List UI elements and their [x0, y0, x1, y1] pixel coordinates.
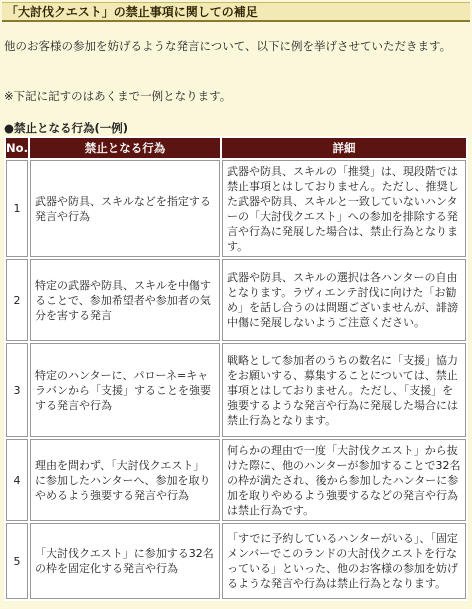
header-detail: 詳細 — [222, 138, 466, 158]
row-detail: 武器や防具、スキルの「推奨」は、現段階では禁止事項とはしておりません。ただし、推奨した武器や防具、スキルと一致していないハンターの「大討伐クエスト」への参加を排除する発言や行為に発展した場合は、禁止行為となります。 — [222, 160, 466, 257]
table-row — [6, 343, 466, 437]
table-row — [6, 160, 466, 257]
section-title: ●禁止となる行為(一例) — [4, 121, 129, 135]
table-row — [6, 523, 466, 599]
row-number: 1 — [6, 160, 28, 257]
row-detail: 戦略として参加者のうちの数名に「支援」協力をお願いする、募集することについては、禁止事項とはしておりません。ただし、「支援」を強要するような発言や行為に発展した場合には禁止行為となります。 — [222, 343, 466, 437]
table-header-row — [6, 138, 466, 158]
row-number: 3 — [6, 343, 28, 437]
row-detail: 「すでに予約しているハンターがいる」、「固定メンバーでこのランドの大討伐クエストを行なっている」といった、他のお客様の参加を妨げるような発言や行為は禁止行為となります。 — [222, 523, 466, 599]
row-action: 「大討伐クエスト」に参加する32名の枠を固定化する発言や行為 — [30, 523, 220, 599]
note-text: ※下記に記すのはあくまで一例となります。 — [4, 89, 232, 103]
row-action: 武器や防具、スキルなどを指定する発言や行為 — [30, 160, 220, 257]
row-action: 特定のハンターに、パローネ=キャラバンから「支援」することを強要する発言や行為 — [30, 343, 220, 437]
table-row — [6, 439, 466, 521]
table-row — [6, 259, 466, 341]
row-detail: 武器や防具、スキルの選択は各ハンターの自由となります。ラヴィエンテ討伐に向けた「お勧め」を話し合うのは問題ございませんが、誹謗中傷に発展しないようご注意ください。 — [222, 259, 466, 341]
row-action: 特定の武器や防具、スキルを中傷することで、参加希望者や参加者の気分を害する発言 — [30, 259, 220, 341]
header-action: 禁止となる行為 — [30, 138, 220, 158]
row-number: 4 — [6, 439, 28, 521]
row-action: 理由を問わず、「大討伐クエスト」に参加したハンターへ、参加を取りやめるよう強要する発言や行為 — [30, 439, 220, 521]
row-number: 2 — [6, 259, 28, 341]
prohibited-actions-table — [4, 136, 468, 601]
intro-text: 他のお客様の参加を妨げるような発言について、以下に例を挙げさせていただきます。 — [4, 39, 452, 53]
page-title: 「大討伐クエスト」の禁止事項に関しての補足 — [2, 2, 470, 22]
row-number: 5 — [6, 523, 28, 599]
row-detail: 何らかの理由で一度「大討伐クエスト」から抜けた際に、他のハンターが参加することで32名の枠が満たされ、後から参加したハンターに参加を取りやめるよう強要するなどの発言や行為は禁止行為です。 — [222, 439, 466, 521]
header-no: No. — [6, 138, 28, 158]
